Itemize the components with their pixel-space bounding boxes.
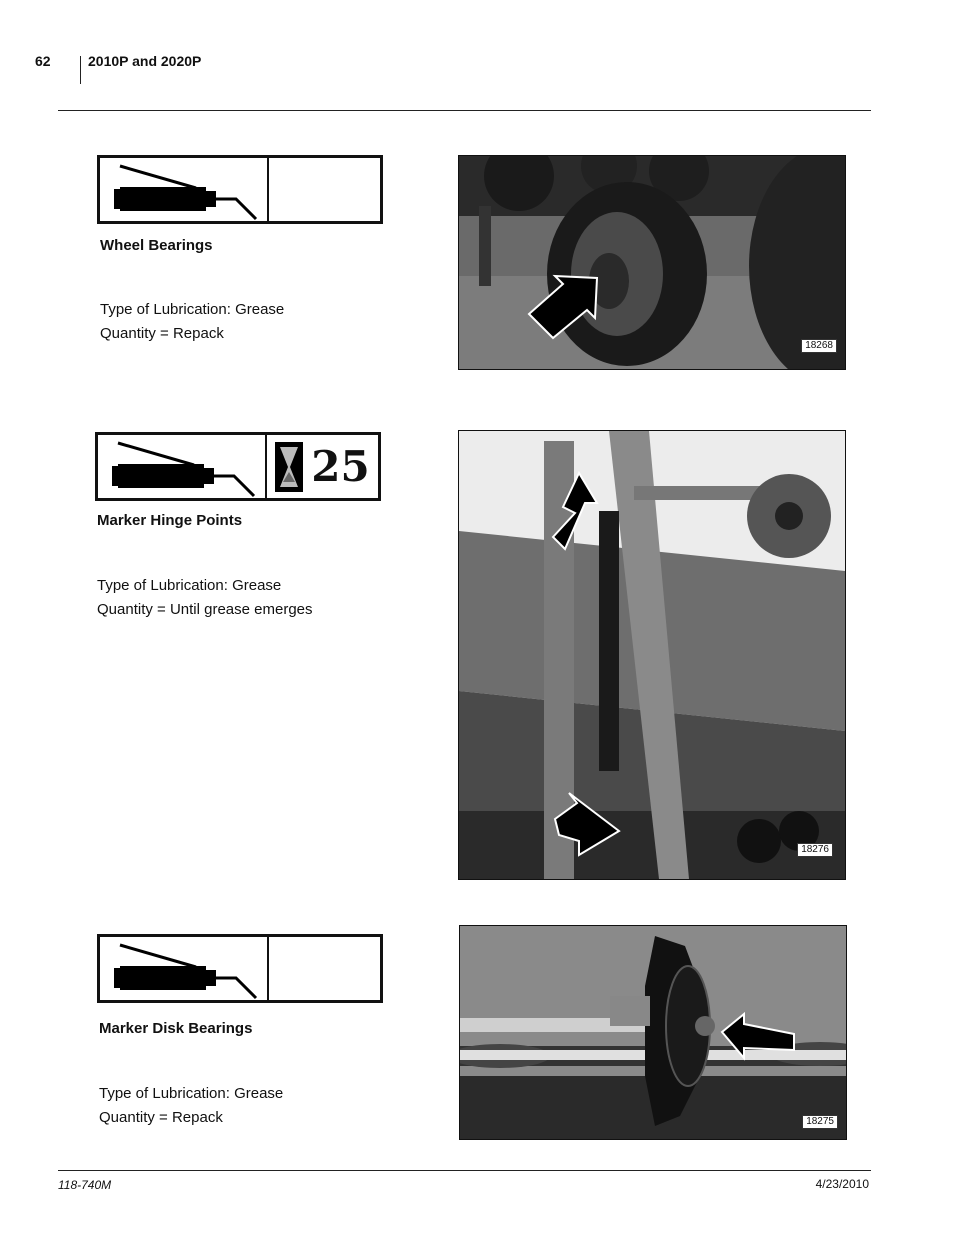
lubrication-icon-box (95, 432, 381, 501)
item-title-marker-disk-bearings: Marker Disk Bearings (99, 1020, 253, 1037)
document-date: 4/23/2010 (815, 1177, 869, 1191)
document-number: 118-740M (58, 1178, 112, 1192)
photo-id-label: 18268 (801, 339, 837, 353)
photo-wheel-bearings (458, 155, 846, 370)
photo-id-label: 18275 (802, 1115, 838, 1129)
photo-marker-hinge-points (458, 430, 846, 880)
lubrication-icon-box (97, 934, 383, 1003)
lubrication-type-text: Type of Lubrication: Grease (99, 1085, 284, 1102)
interval-cell (269, 937, 380, 1000)
grease-gun-cell (98, 435, 267, 498)
wheel-photo-illustration (459, 156, 845, 369)
header-rule (58, 110, 871, 111)
interval-value: 25 (311, 441, 370, 491)
hinge-photo-illustration (459, 431, 845, 879)
lubrication-type (97, 574, 313, 622)
footer-rule (58, 1170, 871, 1171)
quantity-text: Quantity = Repack (99, 1109, 223, 1126)
grease-gun-icon (108, 161, 258, 221)
lubrication-type-text: Type of Lubrication: Grease (100, 301, 285, 318)
quantity-text: Quantity = Until grease emerges (97, 601, 313, 618)
quantity-text: Quantity = Repack (100, 325, 224, 342)
lubrication-type (99, 1082, 283, 1130)
photo-id-label: 18276 (797, 843, 833, 857)
page-number: 62 (35, 53, 51, 69)
photo-marker-disk-bearings (459, 925, 847, 1140)
item-title-wheel-bearings: Wheel Bearings (100, 237, 213, 254)
manual-title: 2010P and 2020P (88, 53, 202, 69)
disk-photo-illustration (460, 926, 846, 1139)
header-divider (80, 56, 81, 84)
grease-gun-cell (100, 158, 269, 221)
grease-gun-icon (106, 438, 256, 498)
hourglass-icon (275, 442, 303, 492)
grease-gun-cell (100, 937, 269, 1000)
lubrication-type-text: Type of Lubrication: Grease (97, 577, 282, 594)
grease-gun-icon (108, 940, 258, 1000)
lubrication-type (100, 298, 284, 346)
interval-cell (267, 435, 378, 498)
lubrication-icon-box (97, 155, 383, 224)
item-title-marker-hinge-points: Marker Hinge Points (97, 512, 243, 529)
interval-cell (269, 158, 380, 221)
